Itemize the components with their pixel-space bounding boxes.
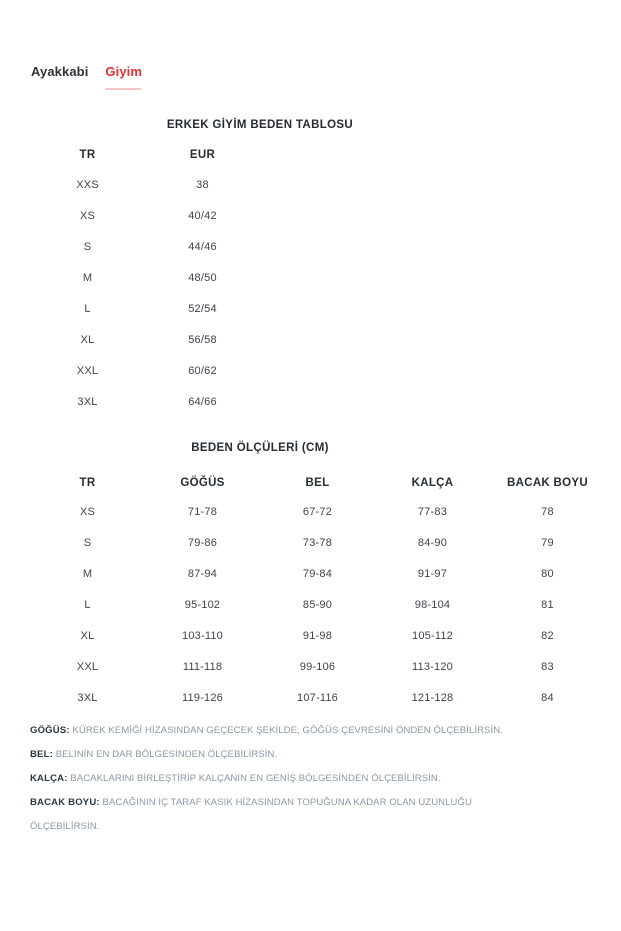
table-cell: 121-128: [411, 691, 454, 704]
note-text: BACAĞININ İÇ TARAF KASIK HİZASINDAN TOPUĞUNA KADAR OLAN UZUNLUĞU ÖLÇEBİLİRSİN.: [30, 797, 472, 832]
table-cell: 67-72: [302, 505, 333, 518]
table-cell: 105-112: [412, 629, 453, 642]
table-cell: 38: [196, 178, 209, 191]
table-cell: 79-84: [302, 567, 333, 580]
table-cell: 84-90: [417, 536, 448, 549]
table-row: [30, 355, 260, 386]
table-cell: 52/54: [188, 302, 217, 315]
table-cell: 98-104: [414, 598, 451, 611]
table-cell: S: [83, 536, 92, 549]
table-cell: M: [82, 271, 93, 284]
table-cell: 64/66: [188, 395, 217, 408]
size-conversion-table: [30, 141, 260, 417]
table-header-row: [30, 141, 260, 169]
table-cell: 99-106: [299, 660, 336, 673]
table-row: [30, 231, 260, 262]
table-cell: 91-97: [417, 567, 448, 580]
note-text: KÜREK KEMİĞİ HİZASINDAN GEÇECEK ŞEKİLDE, GÖĞÜS ÇEVRESİNİ ÖNDEN ÖLÇEBİLİRSİN.: [69, 725, 503, 736]
measurements-table-title: BEDEN ÖLÇÜLERİ (CM): [191, 442, 329, 454]
table-cell: XXS: [76, 178, 99, 191]
table-cell: M: [82, 567, 93, 580]
table-cell: 77-83: [417, 505, 448, 518]
table-cell: XL: [80, 333, 95, 346]
table-cell: 111-118: [182, 660, 223, 673]
note-label: BEL:: [30, 749, 53, 760]
table-cell: 79-86: [187, 536, 218, 549]
table-cell: 60/62: [188, 364, 217, 377]
table-cell: XL: [80, 629, 95, 642]
measurement-note: [30, 743, 510, 767]
body-measurements-table: [30, 469, 605, 713]
table-cell: 85-90: [302, 598, 333, 611]
table-cell: 103-110: [182, 629, 223, 642]
table-cell: L: [84, 302, 91, 315]
table-row: [30, 200, 260, 231]
table-cell: 56/58: [188, 333, 217, 346]
column-header-kalca: KALÇA: [411, 476, 454, 489]
table-cell: 119-126: [182, 691, 223, 704]
note-text: BELİNİN EN DAR BÖLGESİNDEN ÖLÇEBİLİRSİN.: [52, 749, 278, 760]
table-cell: 113-120: [412, 660, 453, 673]
table-cell: 87-94: [187, 567, 218, 580]
column-header-gogus: GÖĞÜS: [180, 476, 225, 489]
column-header-eur: EUR: [189, 149, 216, 161]
table-cell: 71-78: [187, 505, 218, 518]
table-cell: L: [84, 598, 91, 611]
table-cell: 82: [541, 629, 554, 642]
tab-giyim[interactable]: Giyim: [105, 64, 142, 90]
measurement-note: [30, 791, 510, 839]
table-cell: 79: [541, 536, 554, 549]
tab-ayakkabi[interactable]: Ayakkabi: [31, 64, 89, 79]
note-label: BACAK BOYU:: [30, 797, 100, 808]
table-row: [30, 589, 605, 620]
column-header-bacak-boyu: BACAK BOYU: [507, 476, 588, 489]
table-header-row: [30, 469, 605, 496]
table-row: [30, 324, 260, 355]
table-row: [30, 682, 605, 713]
table-cell: 78: [541, 505, 554, 518]
table-row: [30, 558, 605, 589]
table-row: [30, 527, 605, 558]
table-cell: XS: [79, 209, 96, 222]
table-cell: S: [83, 240, 92, 253]
table-cell: XS: [79, 505, 96, 518]
measurement-note: [30, 719, 510, 743]
category-tabs: [31, 64, 142, 90]
table-cell: 3XL: [77, 691, 98, 704]
table-cell: XXL: [76, 660, 99, 673]
measurement-notes: [30, 719, 510, 839]
column-header-bel: BEL: [305, 476, 330, 489]
table-cell: 3XL: [77, 395, 98, 408]
measurement-note: [30, 767, 510, 791]
column-header-tr: TR: [79, 149, 96, 161]
table-cell: 91-98: [302, 629, 333, 642]
table-row: [30, 293, 260, 324]
table-cell: 48/50: [188, 271, 217, 284]
table-cell: 107-116: [297, 691, 338, 704]
table-cell: 83: [541, 660, 554, 673]
table-cell: 73-78: [302, 536, 333, 549]
note-label: GÖĞÜS:: [30, 725, 70, 736]
table-cell: 80: [541, 567, 554, 580]
table-row: [30, 386, 260, 417]
table-row: [30, 169, 260, 200]
table-cell: XXL: [76, 364, 99, 377]
table-cell: 81: [541, 598, 554, 611]
table-row: [30, 496, 605, 527]
note-label: KALÇA:: [30, 773, 68, 784]
table-cell: 84: [541, 691, 554, 704]
column-header-tr: TR: [79, 476, 96, 489]
table-cell: 40/42: [188, 209, 217, 222]
table-row: [30, 262, 260, 293]
size-table-title: ERKEK GİYİM BEDEN TABLOSU: [166, 119, 354, 131]
table-row: [30, 651, 605, 682]
table-cell: 95-102: [184, 598, 221, 611]
note-text: BACAKLARINI BİRLEŞTİRİP KALÇANIN EN GENİŞ BÖLGESİNDEN ÖLÇEBİLİRSİN.: [67, 773, 441, 784]
table-cell: 44/46: [188, 240, 217, 253]
table-row: [30, 620, 605, 651]
